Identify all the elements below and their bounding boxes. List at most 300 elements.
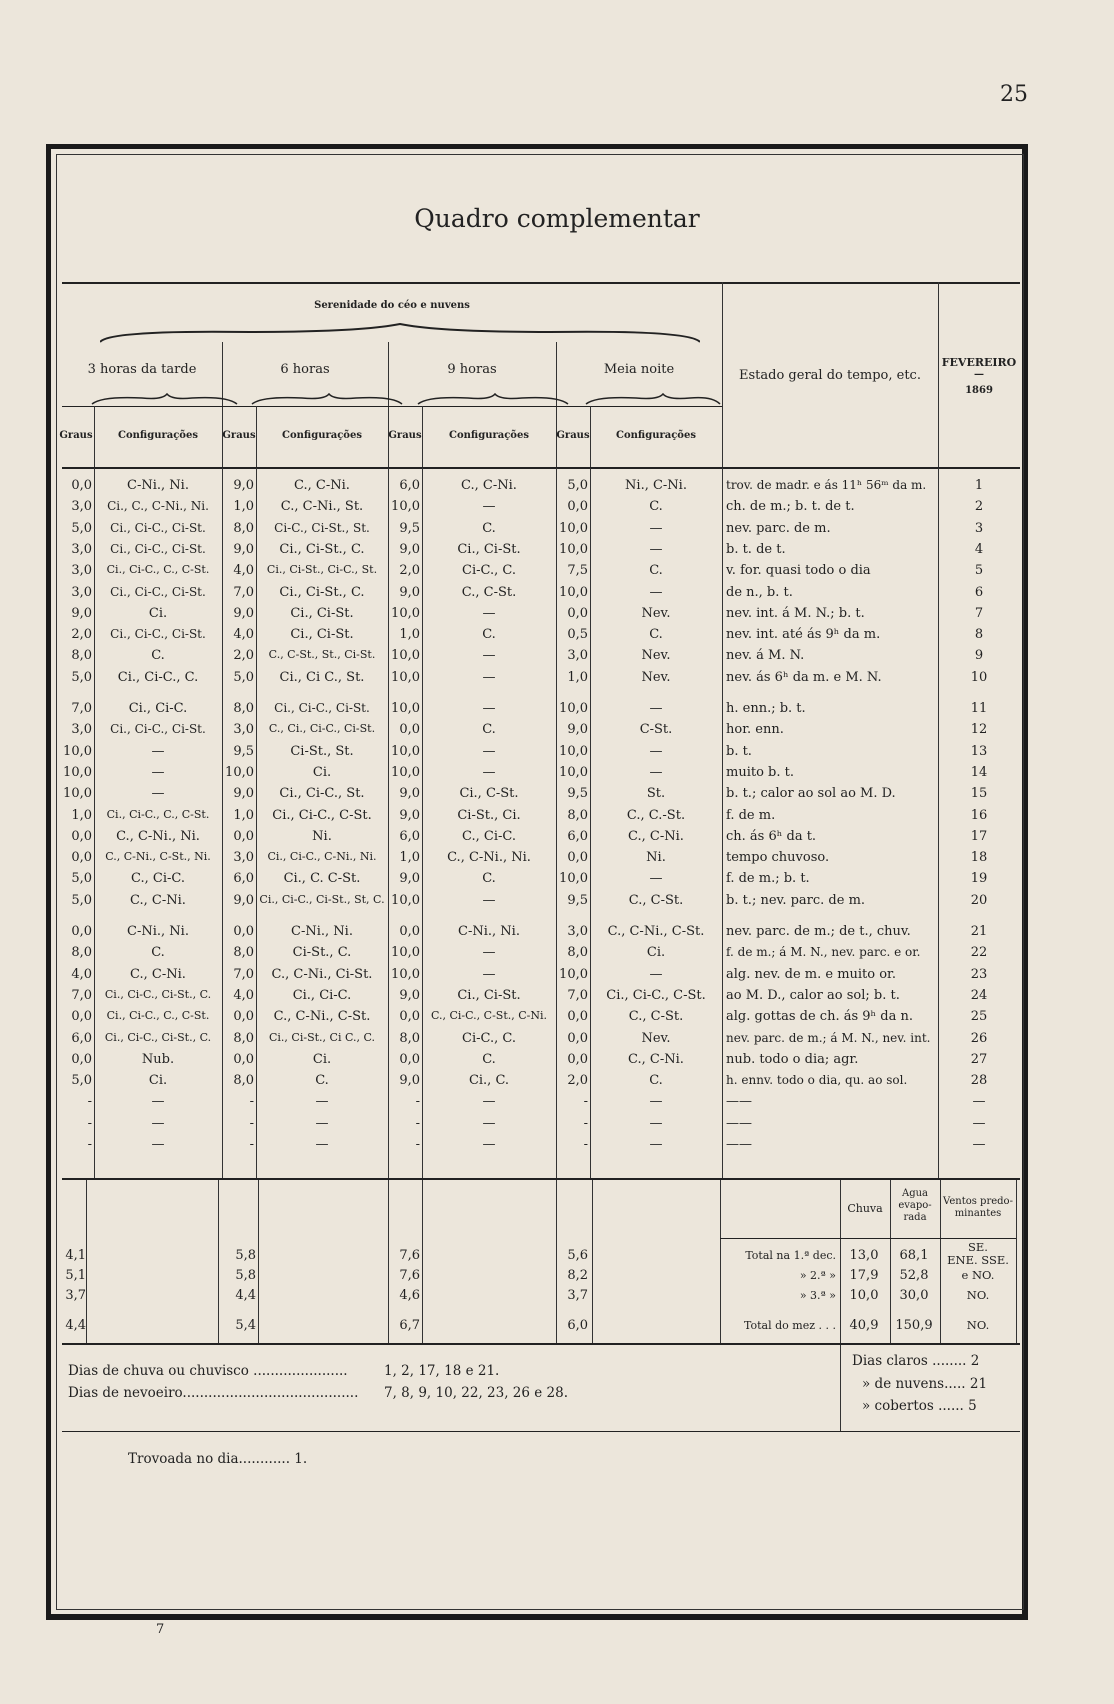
summary-ventos: NO. [966,1318,990,1332]
config-midnight: Nev. [641,1030,671,1046]
graus-6: 9,0 [233,478,254,493]
graus-6: 9,0 [233,541,254,557]
estado-geral: —— [726,1115,752,1131]
config-6: Ci., Ci-St., Ci C., C. [269,1030,375,1044]
config-header-2: Configurações [282,430,362,441]
config-6: Ci-C., Ci-St., St. [274,520,370,535]
config-6: C. [315,1073,329,1089]
graus-3pm: 5,0 [71,520,92,536]
config-6: Ci., Ci-C., Ci-St. [274,701,370,715]
graus-6: 8,0 [233,945,254,961]
day-number: 1 [974,478,984,493]
config-6: Ci., C. C-St. [283,871,361,887]
config-3pm: Ci., Ci-C., C., C-St. [106,1009,210,1023]
config-3pm: Ci., Ci-C., Ci-St. [110,541,206,556]
config-9: — [482,669,496,685]
config-9: C. [482,520,496,536]
time-header-6: 6 horas [280,362,330,377]
config-3pm: Ci., Ci-C., C., C-St. [106,807,210,821]
config-midnight: — [649,701,663,716]
graus-9: 9,0 [399,807,420,823]
graus-9: 9,0 [399,987,420,1003]
summary-divider-5 [422,1180,423,1344]
graus-3pm: 3,0 [71,563,92,579]
graus-midnight: 0,0 [567,850,588,866]
day-number: 7 [974,605,984,621]
config-6: — [315,1115,329,1131]
graus-6: 5,0 [233,669,254,685]
graus-3pm: 8,0 [71,945,92,961]
graus-3pm: 6,0 [71,1030,92,1046]
config-6: Ci. [312,1051,332,1067]
config-6: Ci., Ci-C., C-Ni., Ni. [267,850,377,864]
config-midnight: — [649,743,663,759]
config-3pm: Ci., Ci-C., Ci-St. [110,520,206,535]
graus-9: 9,0 [399,786,420,802]
estado-geral: —— [726,1094,752,1110]
day-number: 3 [974,520,984,536]
summary-label: Total do mez . . . [744,1319,836,1332]
graus-9: 9,5 [399,520,420,536]
config-9: — [482,966,496,982]
graus-midnight: 10,0 [559,764,588,780]
agua-header-2: evapo- [898,1200,932,1211]
dias-nuvens: » de nuvens..... 21 [862,1376,988,1392]
graus-6: 4,0 [233,627,254,643]
graus-header-4: Graus [556,430,590,441]
graus-9: 9,0 [399,1073,420,1089]
graus-3pm: - [87,1137,92,1152]
serenidade-brace [100,322,700,344]
graus-midnight: 8,0 [567,807,588,823]
graus-midnight: 9,0 [567,722,588,738]
graus-9: 9,0 [399,541,420,557]
config-3pm: Ci. [148,1073,168,1089]
chuva-header: Chuva [847,1202,883,1215]
config-9: Ci., C. [468,1073,510,1089]
summary-graus-6: 5,8 [235,1268,256,1283]
config-6: Ci., Ci-C., St. [279,786,365,802]
graus-header-2: Graus [222,430,256,441]
graus-9: - [415,1115,420,1131]
summary-top-rule [62,1178,1020,1180]
day-number: 22 [970,945,988,961]
graus-midnight: 6,0 [567,828,588,844]
graus-midnight: 0,0 [567,499,588,515]
config-midnight: — [649,871,663,887]
config-6: Ci., Ci-St., C. [279,541,365,557]
time-header-3pm: 3 horas da tarde [87,362,197,377]
summary-chuva: 40,9 [849,1318,879,1333]
graus-midnight: 3,0 [567,648,588,664]
estado-geral: h. enn.; b. t. [726,701,806,716]
graus-midnight: 0,0 [567,1030,588,1046]
graus-midnight: - [583,1137,588,1152]
graus-6: 10,0 [225,764,254,780]
summary-agua: 30,0 [899,1288,929,1303]
config-9: C. [482,1051,496,1067]
config-3pm: C., Ci-C. [131,871,185,887]
config-3pm: Ci., Ci-C., C., C-St. [106,563,210,577]
config-3pm: Ci., Ci-C., Ci-St. [110,584,206,599]
graus-3pm: 0,0 [71,478,92,493]
estado-geral: ch. de m.; b. t. de t. [726,499,855,515]
config-9: — [482,764,496,780]
config-6: — [315,1137,329,1152]
graus-6: - [249,1094,254,1110]
config-3pm: — [151,743,165,759]
day-number: 24 [970,987,988,1003]
estado-geral: b. t.; calor ao sol ao M. D. [726,786,896,802]
graus-3pm: 1,0 [71,807,92,823]
summary-agua: 52,8 [899,1268,929,1283]
graus-9: 6,0 [399,478,420,493]
summary-graus-3pm: 3,7 [65,1288,86,1303]
config-3pm: Ci., Ci-C. [128,701,188,716]
graus-6: 3,0 [233,722,254,738]
graus-6: 8,0 [233,1030,254,1046]
summary-divider-1 [86,1180,87,1344]
config-3pm: C. [151,945,165,961]
config-6: C., C-Ni., Ci-St. [271,966,373,982]
config-6: Ni. [312,828,332,844]
config-midnight: C. [649,1073,663,1089]
summary-graus-9: 4,6 [399,1288,420,1303]
config-9: — [482,892,496,908]
footer-divider [840,1345,841,1431]
estado-geral: b. t. [726,743,752,759]
day-number: 9 [974,648,984,664]
graus-9: 10,0 [391,764,420,780]
day-number: — [972,1115,986,1131]
config-midnight: Ci., Ci-C., C-St. [606,987,706,1003]
graus-6: 9,0 [233,605,254,621]
graus-6: 4,0 [233,563,254,579]
graus-midnight: 10,0 [559,966,588,982]
graus-6: 8,0 [233,701,254,716]
config-9: — [482,605,496,621]
summary-ventos: NO. [966,1288,990,1302]
graus-midnight: 10,0 [559,743,588,759]
graus-9: 0,0 [399,722,420,738]
estado-geral: de n., b. t. [726,584,793,600]
graus-midnight: 3,0 [567,924,588,939]
graus-3pm: 5,0 [71,871,92,887]
config-midnight: C., C-Ni., C-St. [607,924,705,939]
config-3pm: C., C-Ni. [130,892,186,908]
day-number: 17 [970,828,988,844]
graus-3pm: 5,0 [71,669,92,685]
config-3pm: — [151,1137,165,1152]
graus-6: - [249,1137,254,1152]
graus-9: - [415,1094,420,1110]
graus-9: 10,0 [391,701,420,716]
graus-6: 2,0 [233,648,254,664]
estado-geral: nev. ás 6ʰ da m. e M. N. [726,669,882,685]
config-3pm: C-Ni., Ni. [127,478,189,493]
estado-geral: nev. int. até ás 9ʰ da m. [726,627,881,643]
graus-3pm: 10,0 [63,764,92,780]
day-number: — [972,1094,986,1110]
summary-graus-midnight: 5,6 [567,1248,588,1263]
estado-geral: trov. de madr. e ás 11ʰ 56ᵐ da m. [726,478,927,492]
config-9: Ci-C., C. [462,1030,516,1046]
day-number: 5 [974,563,984,579]
day-number: 26 [970,1030,988,1046]
config-3pm: C. [151,648,165,664]
config-midnight: — [649,1094,663,1110]
config-3pm: C., C-Ni., C-St., Ni. [105,850,211,864]
day-number: — [972,1137,986,1152]
ventos-header-1: Ventos predo- [943,1196,1013,1207]
config-6: Ci. [312,764,332,780]
graus-3pm: 8,0 [71,648,92,664]
summary-ventos: e NO. [961,1268,995,1282]
day-number: 15 [970,786,988,802]
estado-geral: b. t.; nev. parc. de m. [726,892,866,908]
config-9: C., Ci-C. [462,828,516,844]
estado-geral: nub. todo o dia; agr. [726,1051,859,1067]
config-3pm: Ci., Ci-C., C. [117,669,199,685]
config-midnight: — [649,966,663,982]
graus-6: 0,0 [233,828,254,844]
config-3pm: Ci., Ci-C., Ci-St., C. [104,1030,212,1044]
graus-6: 0,0 [233,1051,254,1067]
summary-agua: 68,1 [899,1248,929,1263]
graus-6: 7,0 [233,584,254,600]
day-number: 21 [970,924,988,939]
graus-header-1: Graus [59,430,93,441]
graus-9: 1,0 [399,627,420,643]
config-midnight: C., C-St. [628,1009,684,1025]
config-midnight: C., C.-St. [626,807,686,823]
config-9: C., Ci-C., C-St., C-Ni. [430,1009,548,1023]
config-3pm: — [151,1094,165,1110]
config-midnight: Ni. [646,850,666,866]
config-midnight: St. [646,786,666,802]
graus-9: 0,0 [399,924,420,939]
summary-label: » 2.ª » [799,1269,836,1282]
summary-graus-3pm: 5,1 [65,1268,86,1283]
config-midnight: Nev. [641,669,671,685]
day-number: 19 [970,871,988,887]
config-3pm: — [151,1115,165,1131]
graus-midnight: 1,0 [567,669,588,685]
estado-geral: alg. nev. de m. e muito or. [726,966,896,982]
time-header-midnight: Meia noite [603,362,675,377]
graus-9: 10,0 [391,743,420,759]
config-header-3: Configurações [449,430,529,441]
estado-geral: nev. parc. de m.; de t., chuv. [726,924,911,939]
agua-header-3: rada [903,1212,927,1223]
graus-3pm: 7,0 [71,701,92,716]
estado-geral: nev. á M. N. [726,648,805,664]
config-9: Ci-St., Ci. [457,807,521,823]
trovoada: Trovoada no dia............ 1. [128,1451,308,1467]
graus-6: 0,0 [233,924,254,939]
ventos-header-2: minantes [954,1208,1002,1219]
graus-3pm: 0,0 [71,924,92,939]
summary-graus-6: 5,8 [235,1248,256,1263]
config-6: C., Ci., Ci-C., Ci-St. [268,722,376,736]
config-midnight: C. [649,627,663,643]
summary-chuva: 17,9 [849,1268,879,1283]
month-dash: — [974,369,984,380]
graus-midnight: 0,0 [567,1051,588,1067]
summary-divider-7 [592,1180,593,1344]
config-9: — [482,499,496,515]
day-number: 10 [970,669,988,685]
day-number: 13 [970,743,988,759]
graus-3pm: 5,0 [71,1073,92,1089]
graus-6: 8,0 [233,1073,254,1089]
config-9: Ci-C., C. [462,563,516,579]
subheader-rule [62,406,722,407]
estado-geral: ch. ás 6ʰ da t. [726,828,817,844]
config-9: — [482,743,496,759]
config-midnight: C., C-Ni. [628,828,684,844]
graus-3pm: 3,0 [71,499,92,515]
day-number: 2 [974,499,984,515]
config-midnight: Ni., C-Ni. [625,478,687,493]
graus-6: 4,0 [233,987,254,1003]
day-number: 8 [974,627,984,643]
footer-bottom-rule [62,1431,1020,1432]
config-6: C., C-Ni. [294,478,350,493]
estado-geral: nev. parc. de m.; á M. N., nev. int. [726,1030,931,1045]
summary-divider-12 [1016,1180,1017,1344]
dias-chuva-label: Dias de chuva ou chuvisco ...................... [68,1363,348,1379]
graus-9: 6,0 [399,828,420,844]
graus-midnight: - [583,1094,588,1110]
day-number: 28 [970,1073,988,1089]
config-midnight: C. [649,499,663,515]
config-6: Ci., Ci C., St. [279,669,365,685]
config-9: C., C-Ni., Ni. [447,850,531,866]
summary-graus-3pm: 4,1 [65,1248,86,1263]
summary-graus-midnight: 3,7 [567,1288,588,1303]
graus-3pm: 0,0 [71,1009,92,1025]
config-midnight: C-St. [639,722,673,738]
graus-9: 2,0 [399,563,420,579]
config-9: — [482,1094,496,1110]
estado-geral: nev. int. á M. N.; b. t. [726,605,865,621]
estado-geral: —— [726,1137,752,1152]
config-midnight: — [649,1137,663,1152]
graus-6: 9,5 [233,743,254,759]
config-9: C. [482,722,496,738]
day-number: 11 [970,701,988,716]
graus-6: - [249,1115,254,1131]
config-9: Ci., C-St. [459,786,519,802]
config-midnight: C., C-St. [628,892,684,908]
summary-graus-9: 7,6 [399,1248,420,1263]
header-top-rule [62,282,1020,284]
graus-midnight: 0,0 [567,1009,588,1025]
summary-graus-midnight: 8,2 [567,1268,588,1283]
summary-graus-midnight: 6,0 [567,1318,588,1333]
agua-header-1: Agua [901,1188,929,1199]
graus-6: 0,0 [233,1009,254,1025]
graus-9: 9,0 [399,871,420,887]
estado-geral: hor. enn. [726,722,784,738]
config-6: — [315,1094,329,1110]
dias-cobertos: » cobertos ...... 5 [862,1398,977,1414]
graus-midnight: 5,0 [567,478,588,493]
dias-nevoeiro-label: Dias de nevoeiro......................................... [68,1385,359,1401]
summary-agua: 150,9 [895,1318,933,1333]
day-number: 18 [970,850,988,866]
graus-6: 7,0 [233,966,254,982]
summary-label: » 3.ª » [799,1289,836,1302]
graus-6: 8,0 [233,520,254,536]
signature-mark: 7 [156,1622,165,1637]
graus-6: 1,0 [233,807,254,823]
config-header-4: Configurações [616,430,696,441]
graus-midnight: 10,0 [559,871,588,887]
config-9: C-Ni., Ni. [458,924,520,939]
body-top-rule [62,467,1020,469]
graus-3pm: 0,0 [71,1051,92,1067]
graus-3pm: 4,0 [71,966,92,982]
graus-midnight: 8,0 [567,945,588,961]
summary-ventos: ENE. SSE. [947,1253,1009,1267]
graus-9: 0,0 [399,1051,420,1067]
summary-label: Total na 1.ª dec. [745,1249,836,1262]
config-3pm: Ci., Ci-C., Ci-St., C. [104,987,212,1001]
config-midnight: — [649,520,663,536]
config-midnight: Ci. [646,945,666,961]
config-6: Ci., Ci-St. [290,605,354,621]
graus-9: 10,0 [391,966,420,982]
config-3pm: — [151,764,165,780]
config-6: Ci., Ci-C., Ci-St., St, C. [259,892,385,906]
estado-geral: h. ennv. todo o dia, qu. ao sol. [726,1073,908,1088]
config-9: C., C-St. [461,584,517,600]
graus-3pm: 9,0 [71,605,92,621]
config-midnight: C. [649,563,663,579]
estado-geral: b. t. de t. [726,541,786,557]
graus-9: 0,0 [399,1009,420,1025]
config-midnight: Nev. [641,648,671,664]
config-6: Ci., Ci-St., Ci-C., St. [266,563,378,577]
day-number: 25 [970,1009,988,1025]
graus-6: 1,0 [233,499,254,515]
config-9: Ci., Ci-St. [457,541,521,557]
graus-9: 10,0 [391,499,420,515]
config-midnight: — [649,1115,663,1131]
config-midnight: — [649,541,663,557]
graus-9: - [415,1137,420,1152]
graus-3pm: 7,0 [71,987,92,1003]
day-number: 4 [974,541,984,557]
graus-6: 9,0 [233,786,254,802]
graus-3pm: 10,0 [63,786,92,802]
graus-midnight: 7,5 [567,563,588,579]
config-6: Ci-St., C. [292,945,352,961]
estado-geral: ao M. D., calor ao sol; b. t. [726,987,900,1003]
summary-divider-8 [720,1180,721,1344]
day-number: 6 [974,584,984,600]
graus-midnight: 9,5 [567,892,588,908]
graus-3pm: 0,0 [71,850,92,866]
graus-midnight: 10,0 [559,541,588,557]
config-9: Ci., Ci-St. [457,987,521,1003]
config-9: C. [482,627,496,643]
body-divider-8 [722,468,723,1180]
config-9: — [482,945,496,961]
graus-9: 10,0 [391,605,420,621]
